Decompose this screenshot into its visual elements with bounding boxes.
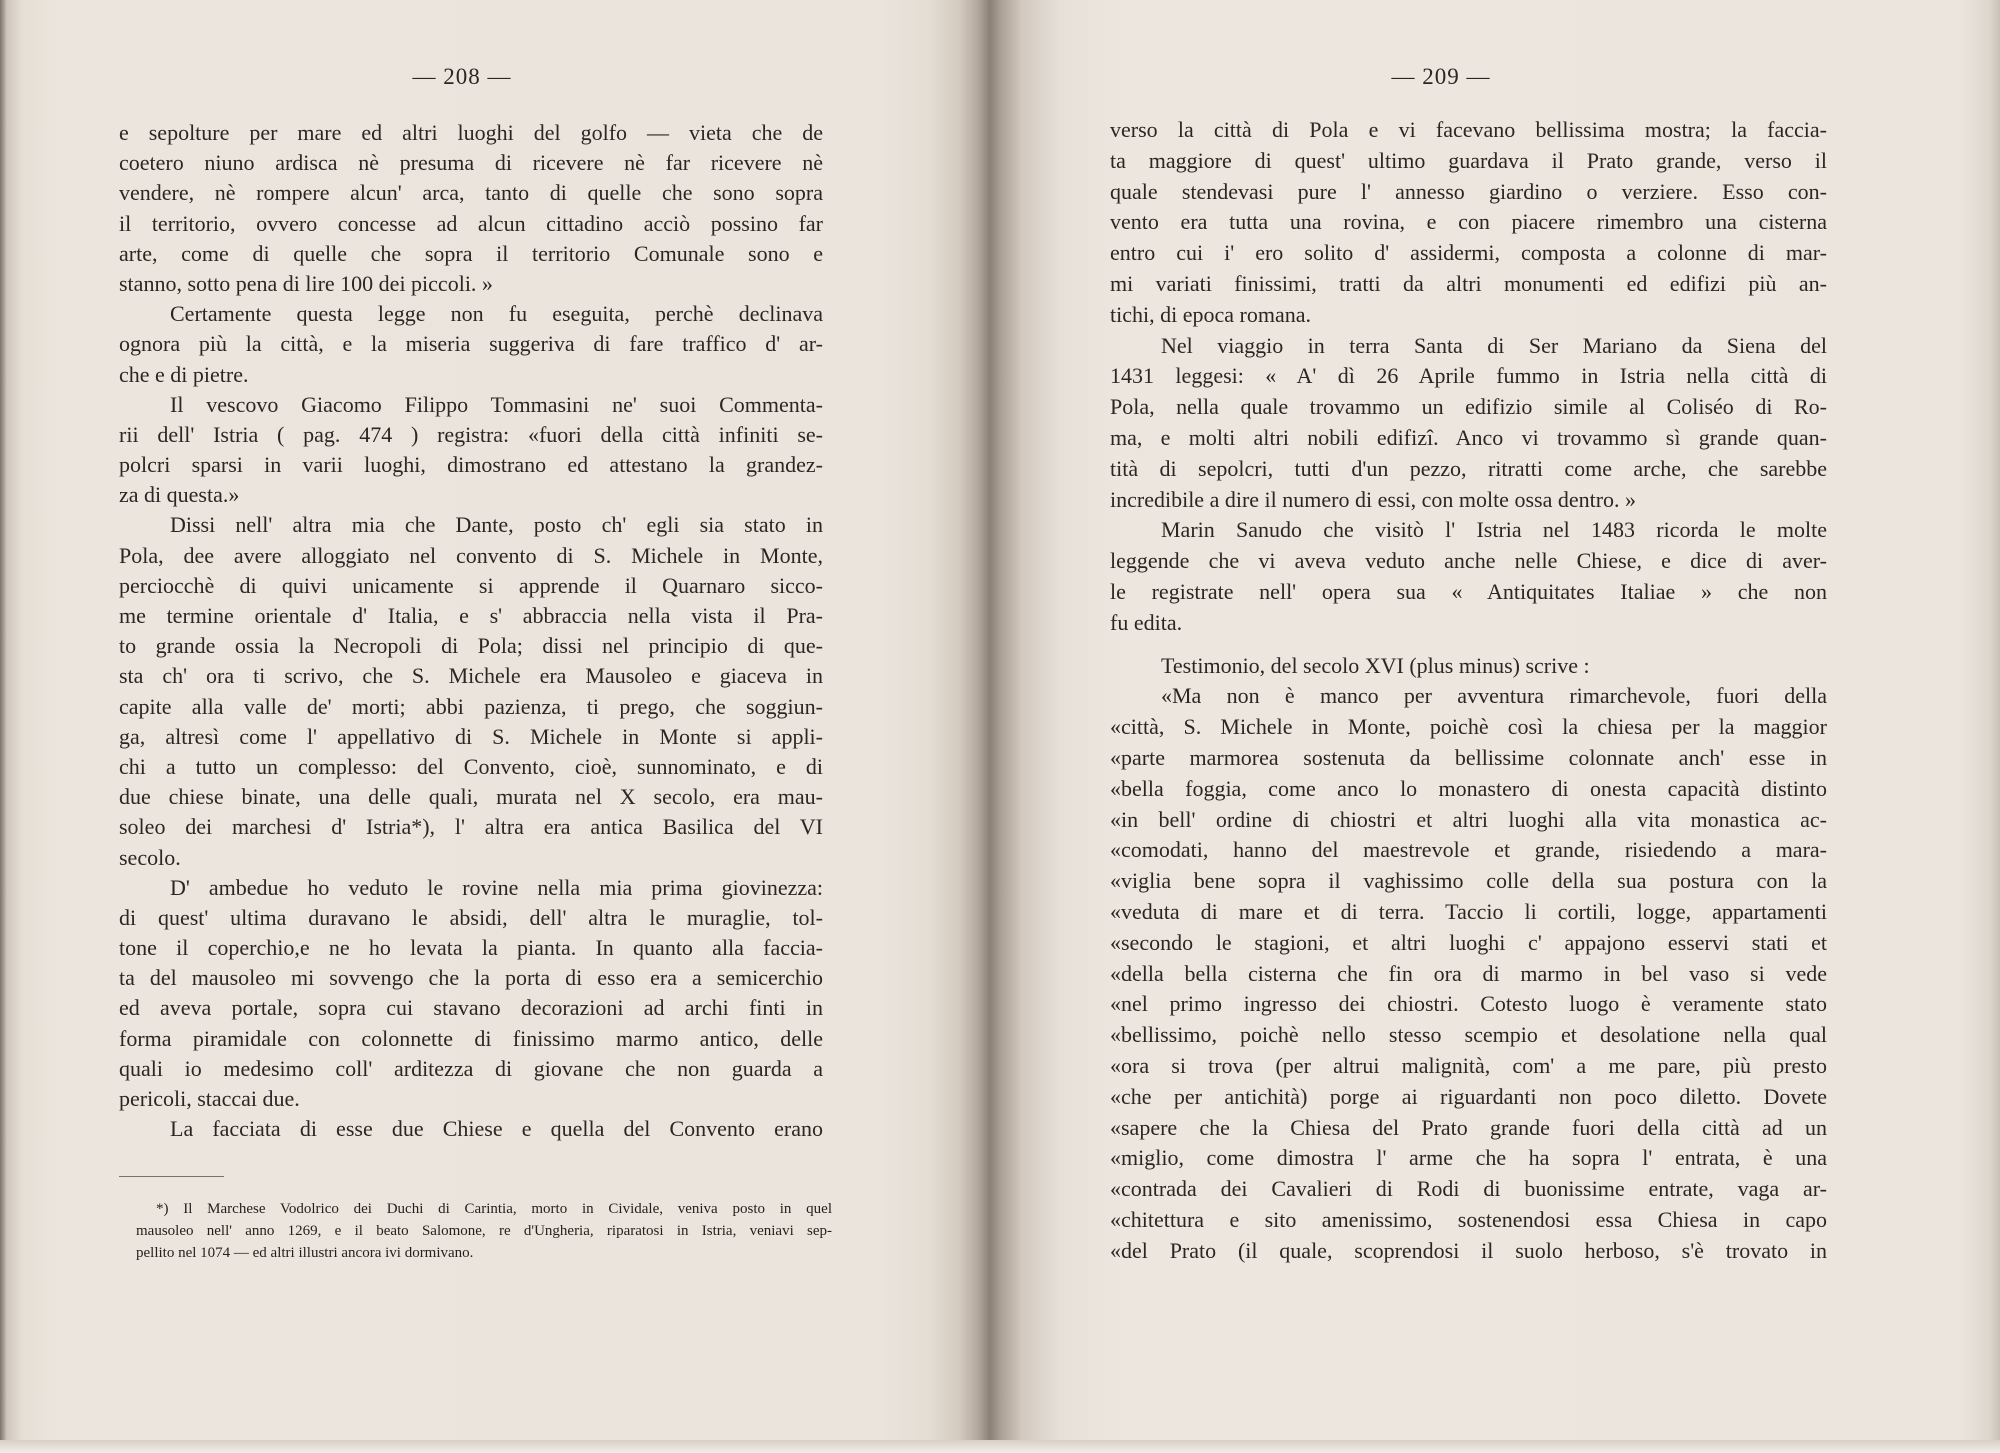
text-line: soleo dei marchesi d' Istria*), l' altra era antica Basilica del VI xyxy=(119,814,823,840)
text-line: le registrate nell' opera sua « Antiquitates Italiae » che non xyxy=(1110,578,1827,604)
paragraph xyxy=(1110,331,1827,516)
text-line: stanno, sotto pena di lire 100 dei piccoli. » xyxy=(119,270,493,296)
text-line: chi a tutto un complesso: del Convento, cioè, sunnominato, e di xyxy=(119,753,823,779)
text-line: Nel viaggio in terra Santa di Ser Mariano da Siena del xyxy=(1161,332,1827,358)
text-line: polcri sparsi in varii luoghi, dimostrano ed attestano la grandez- xyxy=(119,452,823,478)
footnote-line: mausoleo nell' anno 1269, e il beato Salomone, re d'Ungheria, riparatosi in Istria, veniavi sep- xyxy=(136,1223,832,1239)
text-line: «sapere che la Chiesa del Prato grande fuori della città ad un xyxy=(1110,1114,1827,1140)
text-line: ma, e molti altri nobili edifizî. Anco vi trovammo sì grande quan- xyxy=(1110,424,1827,450)
text-line: quale stendevasi pure l' annesso giardino o verziere. Esso con- xyxy=(1110,178,1827,204)
paragraph xyxy=(119,510,823,872)
text-line: «ora si trova (per altrui malignità, com' a me pare, più presto xyxy=(1110,1052,1827,1078)
text-line: «in bell' ordine di chiostri et altri luoghi alla vita monastica ac- xyxy=(1110,806,1827,832)
page-number: — 208 — xyxy=(412,64,512,89)
text-line: fu edita. xyxy=(1110,609,1183,635)
text-line: capite alla valle de' morti; abbi pazienza, ti prego, che soggiun- xyxy=(119,693,823,719)
text-line: perciocchè di quivi unicamente si apprende il Quarnaro sicco- xyxy=(119,572,823,598)
footnote-line: pellito nel 1074 — ed altri illustri ancora ivi dormivano. xyxy=(136,1245,474,1261)
left-page-body xyxy=(119,118,823,1144)
text-line: «della bella cisterna che fin ora di marmo in bel vaso si vede xyxy=(1110,960,1827,986)
text-line: «parte marmorea sostenuta da bellissime colonnate anch' esse in xyxy=(1110,744,1827,770)
text-line: Pola, nella quale trovammo un edifizio simile al Coliséo di Ro- xyxy=(1110,394,1827,420)
text-line: tichi, di epoca romana. xyxy=(1110,301,1311,327)
text-line: 1431 leggesi: « A' dì 26 Aprile fummo in Istria nella città di xyxy=(1110,363,1827,389)
text-line: «nel primo ingresso dei chiostri. Cotesto luogo è veramente stato xyxy=(1110,991,1827,1017)
text-line: vendere, nè rompere alcun' arca, tanto di quelle che sono sopra xyxy=(119,180,823,206)
text-line: «miglio, come dimostra l' arme che ha sopra l' entrata, è una xyxy=(1110,1145,1827,1171)
text-line: to grande ossia la Necropoli di Pola; dissi nel principio di que- xyxy=(119,633,823,659)
text-line: Marin Sanudo che visitò l' Istria nel 1483 ricorda le molte xyxy=(1161,517,1827,543)
paragraph xyxy=(119,390,823,511)
text-line: D' ambedue ho veduto le rovine nella mia prima giovinezza: xyxy=(170,874,823,900)
text-line: forma piramidale con colonnette di finissimo marmo antico, delle xyxy=(119,1025,823,1051)
text-line: verso la città di Pola e vi facevano bellissima mostra; la faccia- xyxy=(1110,117,1827,142)
text-line: Testimonio, del secolo XVI (plus minus) scrive : xyxy=(1161,652,1590,678)
text-line: La facciata di esse due Chiese e quella del Convento erano xyxy=(170,1116,823,1142)
text-line: mi variati finissimi, tratti da altri monumenti ed edifizi più an- xyxy=(1110,270,1827,296)
text-line: «del Prato (il quale, scoprendosi il suolo herboso, s'è trovato in xyxy=(1110,1237,1827,1263)
text-line: Il vescovo Giacomo Filippo Tommasini ne' suoi Commenta- xyxy=(170,391,823,417)
text-line: pericoli, staccai due. xyxy=(119,1086,300,1111)
text-line: leggende che vi aveva veduto anche nelle Chiese, e dice di aver- xyxy=(1110,548,1827,574)
text-line: rii dell' Istria ( pag. 474 ) registra: «fuori della città infiniti se- xyxy=(119,421,823,447)
text-line: e sepolture per mare ed altri luoghi del golfo — vieta che de xyxy=(119,120,823,145)
text-line: «viglia bene sopra il vaghissimo colle della sua postura con la xyxy=(1110,868,1827,894)
text-line: «bellissimo, poichè nello stesso scempio et desolatione nella qual xyxy=(1110,1022,1827,1048)
text-line: ognora più la città, e la miseria suggeriva di fare traffico d' ar- xyxy=(119,331,823,357)
text-line: Certamente questa legge non fu eseguita, perchè declinava xyxy=(170,301,823,327)
paragraph xyxy=(119,873,823,1115)
text-line: Dissi nell' altra mia che Dante, posto ch' egli sia stato in xyxy=(170,512,823,538)
paragraph xyxy=(119,1114,823,1144)
text-line: arte, come di quelle che sopra il territorio Comunale sono e xyxy=(119,240,823,266)
paragraph xyxy=(119,118,823,299)
text-line: sta ch' ora ti scrivo, che S. Michele era Mausoleo e giaceva in xyxy=(119,663,823,689)
text-line: «contrada dei Cavalieri di Rodi di buonissime entrate, vaga ar- xyxy=(1110,1176,1827,1202)
text-line: che e di pietre. xyxy=(119,361,249,387)
text-line: tità di sepolcri, tutti d'un pezzo, ritratti come arche, che sarebbe xyxy=(1110,455,1827,481)
paragraph xyxy=(1110,651,1827,682)
text-line: «comodati, hanno del maestrevole et grande, risiedendo a mara- xyxy=(1110,837,1827,863)
text-line: di quest' ultima duravano le absidi, dell' altra le muraglie, tol- xyxy=(119,904,823,930)
paragraph xyxy=(119,299,823,390)
text-line: «secondo le stagioni, et altri luoghi c' appajono esservi stati et xyxy=(1110,929,1827,955)
text-line: quali io medesimo coll' arditezza di giovane che non guarda a xyxy=(119,1055,823,1081)
text-line: «chitettura e sito amenissimo, sostenendosi essa Chiesa in capo xyxy=(1110,1206,1827,1232)
text-line: «bella foggia, come anco lo monastero di onesta capacità distinto xyxy=(1110,775,1827,801)
text-line: incredibile a dire il numero di essi, con molte ossa dentro. » xyxy=(1110,486,1637,512)
quoted-paragraph xyxy=(1110,681,1827,1266)
text-line: «Ma non è manco per avventura rimarchevole, fuori della xyxy=(1161,683,1827,709)
book-bottom-edge xyxy=(0,1440,2000,1453)
footnote xyxy=(136,1198,832,1264)
text-line: «città, S. Michele in Monte, poichè così la chiesa per la maggior xyxy=(1110,714,1827,740)
page-number: — 209 — xyxy=(1391,64,1491,89)
footnote-rule xyxy=(119,1176,224,1177)
text-line: ta del mausoleo mi sovvengo che la porta di esso era a semicerchio xyxy=(119,965,823,991)
text-line: «che per antichità) porge ai riguardanti non poco diletto. Dovete xyxy=(1110,1083,1827,1109)
text-line: coetero niuno ardisca nè presuma di ricevere nè far ricevere nè xyxy=(119,150,823,176)
text-line: vento era tutta una rovina, e con piacere rimembro una cisterna xyxy=(1110,209,1827,235)
right-page-body xyxy=(1110,115,1827,1266)
text-line: due chiese binate, una delle quali, murata nel X secolo, era mau- xyxy=(119,784,823,810)
text-line: «veduta di mare et di terra. Taccio li cortili, logge, appartamenti xyxy=(1110,898,1827,924)
text-line: ga, altresì come l' appellativo di S. Michele in Monte si appli- xyxy=(119,723,823,749)
text-line: ed aveva portale, sopra cui stavano decorazioni ad archi finti in xyxy=(119,995,823,1021)
paragraph xyxy=(1110,115,1827,331)
text-line: secolo. xyxy=(119,844,181,870)
paragraph xyxy=(1110,515,1827,638)
text-line: ta maggiore di quest' ultimo guardava il Prato grande, verso il xyxy=(1110,147,1827,173)
text-line: me termine orientale d' Italia, e s' abbraccia nella vista il Pra- xyxy=(119,603,823,628)
text-line: Pola, dee avere alloggiato nel convento di S. Michele in Monte, xyxy=(119,542,823,568)
text-line: il territorio, ovvero concesse ad alcun cittadino acciò possino far xyxy=(119,210,823,236)
text-line: za di questa.» xyxy=(119,482,240,508)
text-line: entro cui i' ero solito d' assidermi, composta a colonne di mar- xyxy=(1110,240,1827,266)
text-line: tone il coperchio,e ne ho levata la pianta. In quanto alla faccia- xyxy=(119,935,823,961)
footnote-line: *) Il Marchese Vodolrico dei Duchi di Carintia, morto in Cividale, veniva posto in quel xyxy=(156,1201,832,1217)
